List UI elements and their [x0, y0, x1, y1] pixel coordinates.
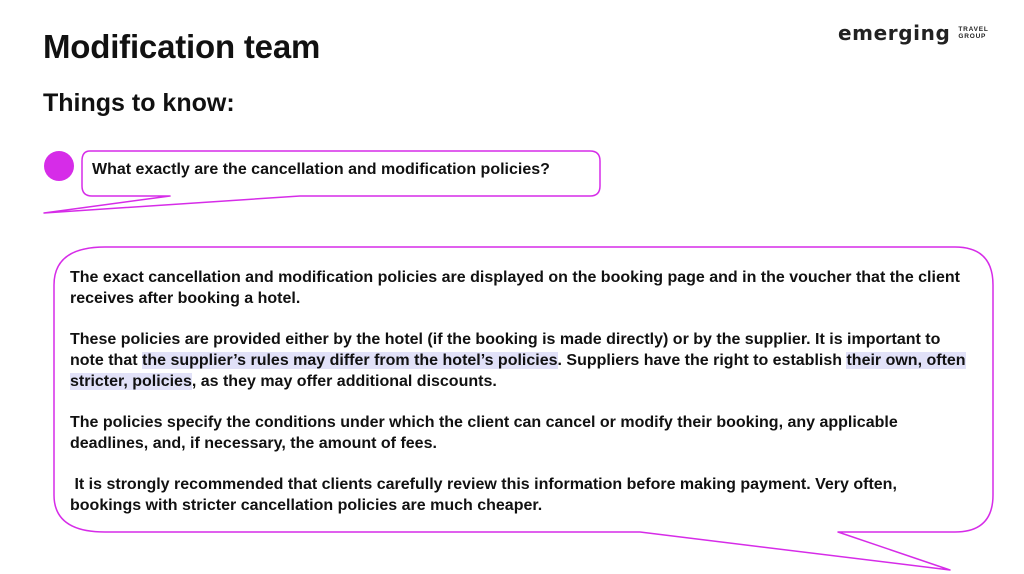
answer-paragraph-3: The policies specify the conditions under which the client can cancel or modify their booking, any applicable deadlines, and, if necessary, the amount of fees.: [70, 413, 898, 452]
answer-p2-middle: . Suppliers have the right to establish: [557, 351, 847, 369]
slide-title: Modification team: [43, 28, 321, 65]
answer-text: [70, 268, 970, 516]
avatar-dot-icon: [44, 151, 74, 181]
highlight-supplier-rules: the supplier’s rules may differ from the hotel’s policies: [142, 351, 558, 369]
highlight-stricter-policies: their own, often stricter, policies: [70, 351, 966, 390]
logo-wordmark: emerging: [838, 21, 951, 45]
answer-paragraph-4: It is strongly recommended that clients carefully review this information before making payment. Very often, bookings with stricter cancellation policies are much cheaper.: [70, 475, 902, 514]
answer-p2-end: , as they may offer additional discounts.: [191, 372, 497, 390]
answer-paragraph-2: [70, 330, 970, 392]
slide-subtitle: Things to know:: [43, 89, 235, 117]
logo-sub-line2: GROUP: [958, 33, 987, 40]
answer-paragraph-1: The exact cancellation and modification policies are displayed on the booking page and in the voucher that the client receives after booking a hotel.: [70, 269, 960, 307]
question-text: What exactly are the cancellation and modification policies?: [92, 161, 550, 178]
logo-sub-line1: TRAVEL: [958, 25, 989, 33]
answer-p2-start: These policies are provided either by the hotel (if the booking is made directly) or by the supplier. It is important to note that: [70, 331, 941, 369]
